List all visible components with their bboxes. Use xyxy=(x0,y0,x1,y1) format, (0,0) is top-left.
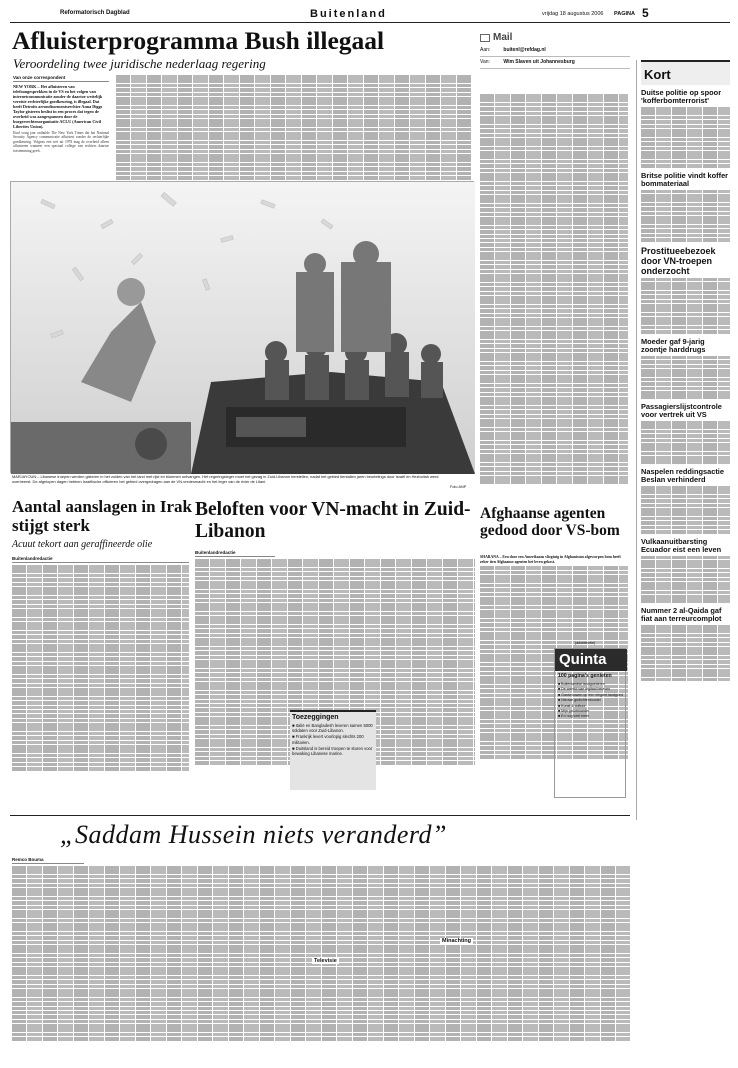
lead-intro: NEW YORK – Het afluisteren van telefoongesprekken in de VS en het volgen van internetcommunicatie zonder de daartoe wettelijk vereiste rechterlijke goedkeuring, is illegaal. Dat heeft Detroits arrondissementsrechter Anna Diggs Taylor gisteren beslist in een proces dat tegen de overheid was aangespannen door de burgerrechtenorganisatie ACLU (American Civil Liberties Union). xyxy=(13,84,103,129)
soldiers-truck-photo xyxy=(11,182,475,474)
kort-item: Moeder gaf 9-jarig zoontje harddrugs xyxy=(641,336,706,354)
mail-article-text xyxy=(480,94,628,504)
quinta-bullet: ■ Kunst & cultuur xyxy=(558,703,586,708)
mail-from-row: Van: Wim Slaven uit Johannesburg xyxy=(480,59,630,69)
aanslagen-text xyxy=(12,556,189,794)
mail-header xyxy=(480,34,630,92)
toezeggingen-title: Toezeggingen xyxy=(292,714,339,721)
kort-sidebar xyxy=(636,60,730,820)
section-title: Buitenland xyxy=(310,8,387,20)
kort-item: Prostitueebezoek door VN-troepen onderzocht xyxy=(641,245,716,276)
afghan-intro: SHARANA – Een door een Amerikaans vliegtuig in Afghanistan afgeworpen bom heeft zeker tien Afghaanse agenten het leven gekost. xyxy=(480,555,621,564)
afghan-headline: Afghaanse agenten gedood door VS-bom xyxy=(480,505,620,539)
masthead xyxy=(10,5,730,23)
toezeggingen-item: ■ Duitsland is bereid troepen te sturen voor bewaking Libanese marine. xyxy=(292,745,373,757)
kort-item: Passagierslijstcontrole voor vertrek uit VS xyxy=(641,401,722,419)
kort-header xyxy=(641,60,730,85)
quinta-bullet: ■ Mijn grootmoeder xyxy=(558,709,590,714)
lead-headline: Afluisterprogramma Bush illegaal xyxy=(12,26,385,55)
photo-credit: Foto ANP xyxy=(450,485,467,489)
lead-byline: Van onze correspondent xyxy=(13,75,109,82)
lead-subhead: Veroordeling twee juridische nederlaag regering xyxy=(13,56,266,71)
aanslagen-byline: Buitenlandredactie xyxy=(12,556,189,563)
quinta-bullet: ■ Nieuwe gedichtenbundel xyxy=(558,698,601,703)
quinta-bullet: ■ En nog veel meer xyxy=(558,714,590,719)
kort-item: Nummer 2 al-Qaida gaf fiat aan terreurcomplot xyxy=(641,606,722,624)
page-number: 5 xyxy=(642,6,649,20)
toezeggingen-item: ■ Frankrijk levert voorlopig slechts 200 militairen. xyxy=(292,734,364,745)
beloften-headline: Beloften voor VN-macht in Zuid-Libanon xyxy=(195,499,471,542)
toezeggingen-item: ■ Italië en Bangladesh leveren samen 5000 soldaten voor Zuid-Libanon. xyxy=(292,723,373,734)
lead-body: Eind vorig jaar onthulde The New York Times dat het National Security Agency communicatie afluistert zonder de rechterlijke goedkeuring. Volgens een wet uit 1978 mag de overheid alleen afluisteren wanneer een speciaal college van rechters daartoe toestemming geeft. xyxy=(13,131,109,153)
quinta-logo-bar xyxy=(555,649,627,671)
quinta-tagline: 100 pagina's genieten xyxy=(558,673,612,679)
photo-caption-text: MARJAYOUN – Libanese troepen werden gisteren in het zuiden van het land met rijst en bloemen ontvangen. Het regeringsleger moet het gezag in Zuid-Libanon herstellen, nadat het gebied tientallen jaren beurtelings door Israël en Hezbollah werd overheerst. De afgelopen dagen hebben Israëlische officieren het gebied overgedragen aan de VN-vredesmacht en het leger van de rivier de Litani. xyxy=(12,474,439,484)
saddam-byline: Remco Bouma xyxy=(12,857,84,864)
quinta-bullet: ■ Buitenlandse landgoederen xyxy=(558,682,605,686)
kort-item: Naspelen reddingsactie Beslan verhinderd xyxy=(641,467,724,485)
beloften-byline: Buitenlandredactie xyxy=(195,550,275,557)
kort-item: Vulkaanuitbarsting Ecuador eist een leven xyxy=(641,536,722,554)
quinta-logo: Quinta xyxy=(559,651,607,668)
saddam-subhead-minachting: Minachting xyxy=(442,938,472,944)
mail-label: Mail xyxy=(493,32,513,43)
quinta-bullet-list xyxy=(558,682,624,720)
mail-from-author: Wim Slaven uit Johannesburg xyxy=(503,59,575,65)
mail-icon xyxy=(480,34,490,42)
aanslagen-headline: Aantal aanslagen in Irak stijgt sterk xyxy=(12,497,192,535)
ad-label: (advertentie) xyxy=(575,641,596,645)
mail-to-address: buitenl@refdag.nl xyxy=(503,47,546,53)
kort-item: Duitse politie op spoor 'kofferbomterrorist' xyxy=(641,88,722,105)
kort-item: Britse politie vindt koffer bommateriaal xyxy=(641,170,729,188)
mail-to-row: Aan: buitenl@refdag.nl xyxy=(480,47,630,57)
page-label: PAGINA xyxy=(614,11,635,17)
kort-title: Kort xyxy=(644,67,671,82)
saddam-headline: „Saddam Hussein niets veranderd” xyxy=(60,820,447,849)
masthead-rule xyxy=(10,22,730,23)
aanslagen-subhead: Acuut tekort aan geraffineerde olie xyxy=(12,539,153,550)
quinta-bullet: ■ De wereld van digitaal beleven xyxy=(558,687,611,692)
quinta-bullet: ■ Gastvrouwen op een elegant landgoed xyxy=(558,692,623,697)
saddam-subhead-televisie: Televisie xyxy=(314,958,337,964)
quinta-ad[interactable] xyxy=(554,641,626,798)
newspaper-name: Reformatorisch Dagblad xyxy=(60,10,130,16)
photo-caption xyxy=(12,475,452,491)
lead-photo xyxy=(10,181,474,473)
saddam-top-rule xyxy=(10,815,630,816)
issue-date: vrijdag 18 augustus 2006 xyxy=(542,11,604,17)
toezeggingen-box xyxy=(290,710,376,790)
